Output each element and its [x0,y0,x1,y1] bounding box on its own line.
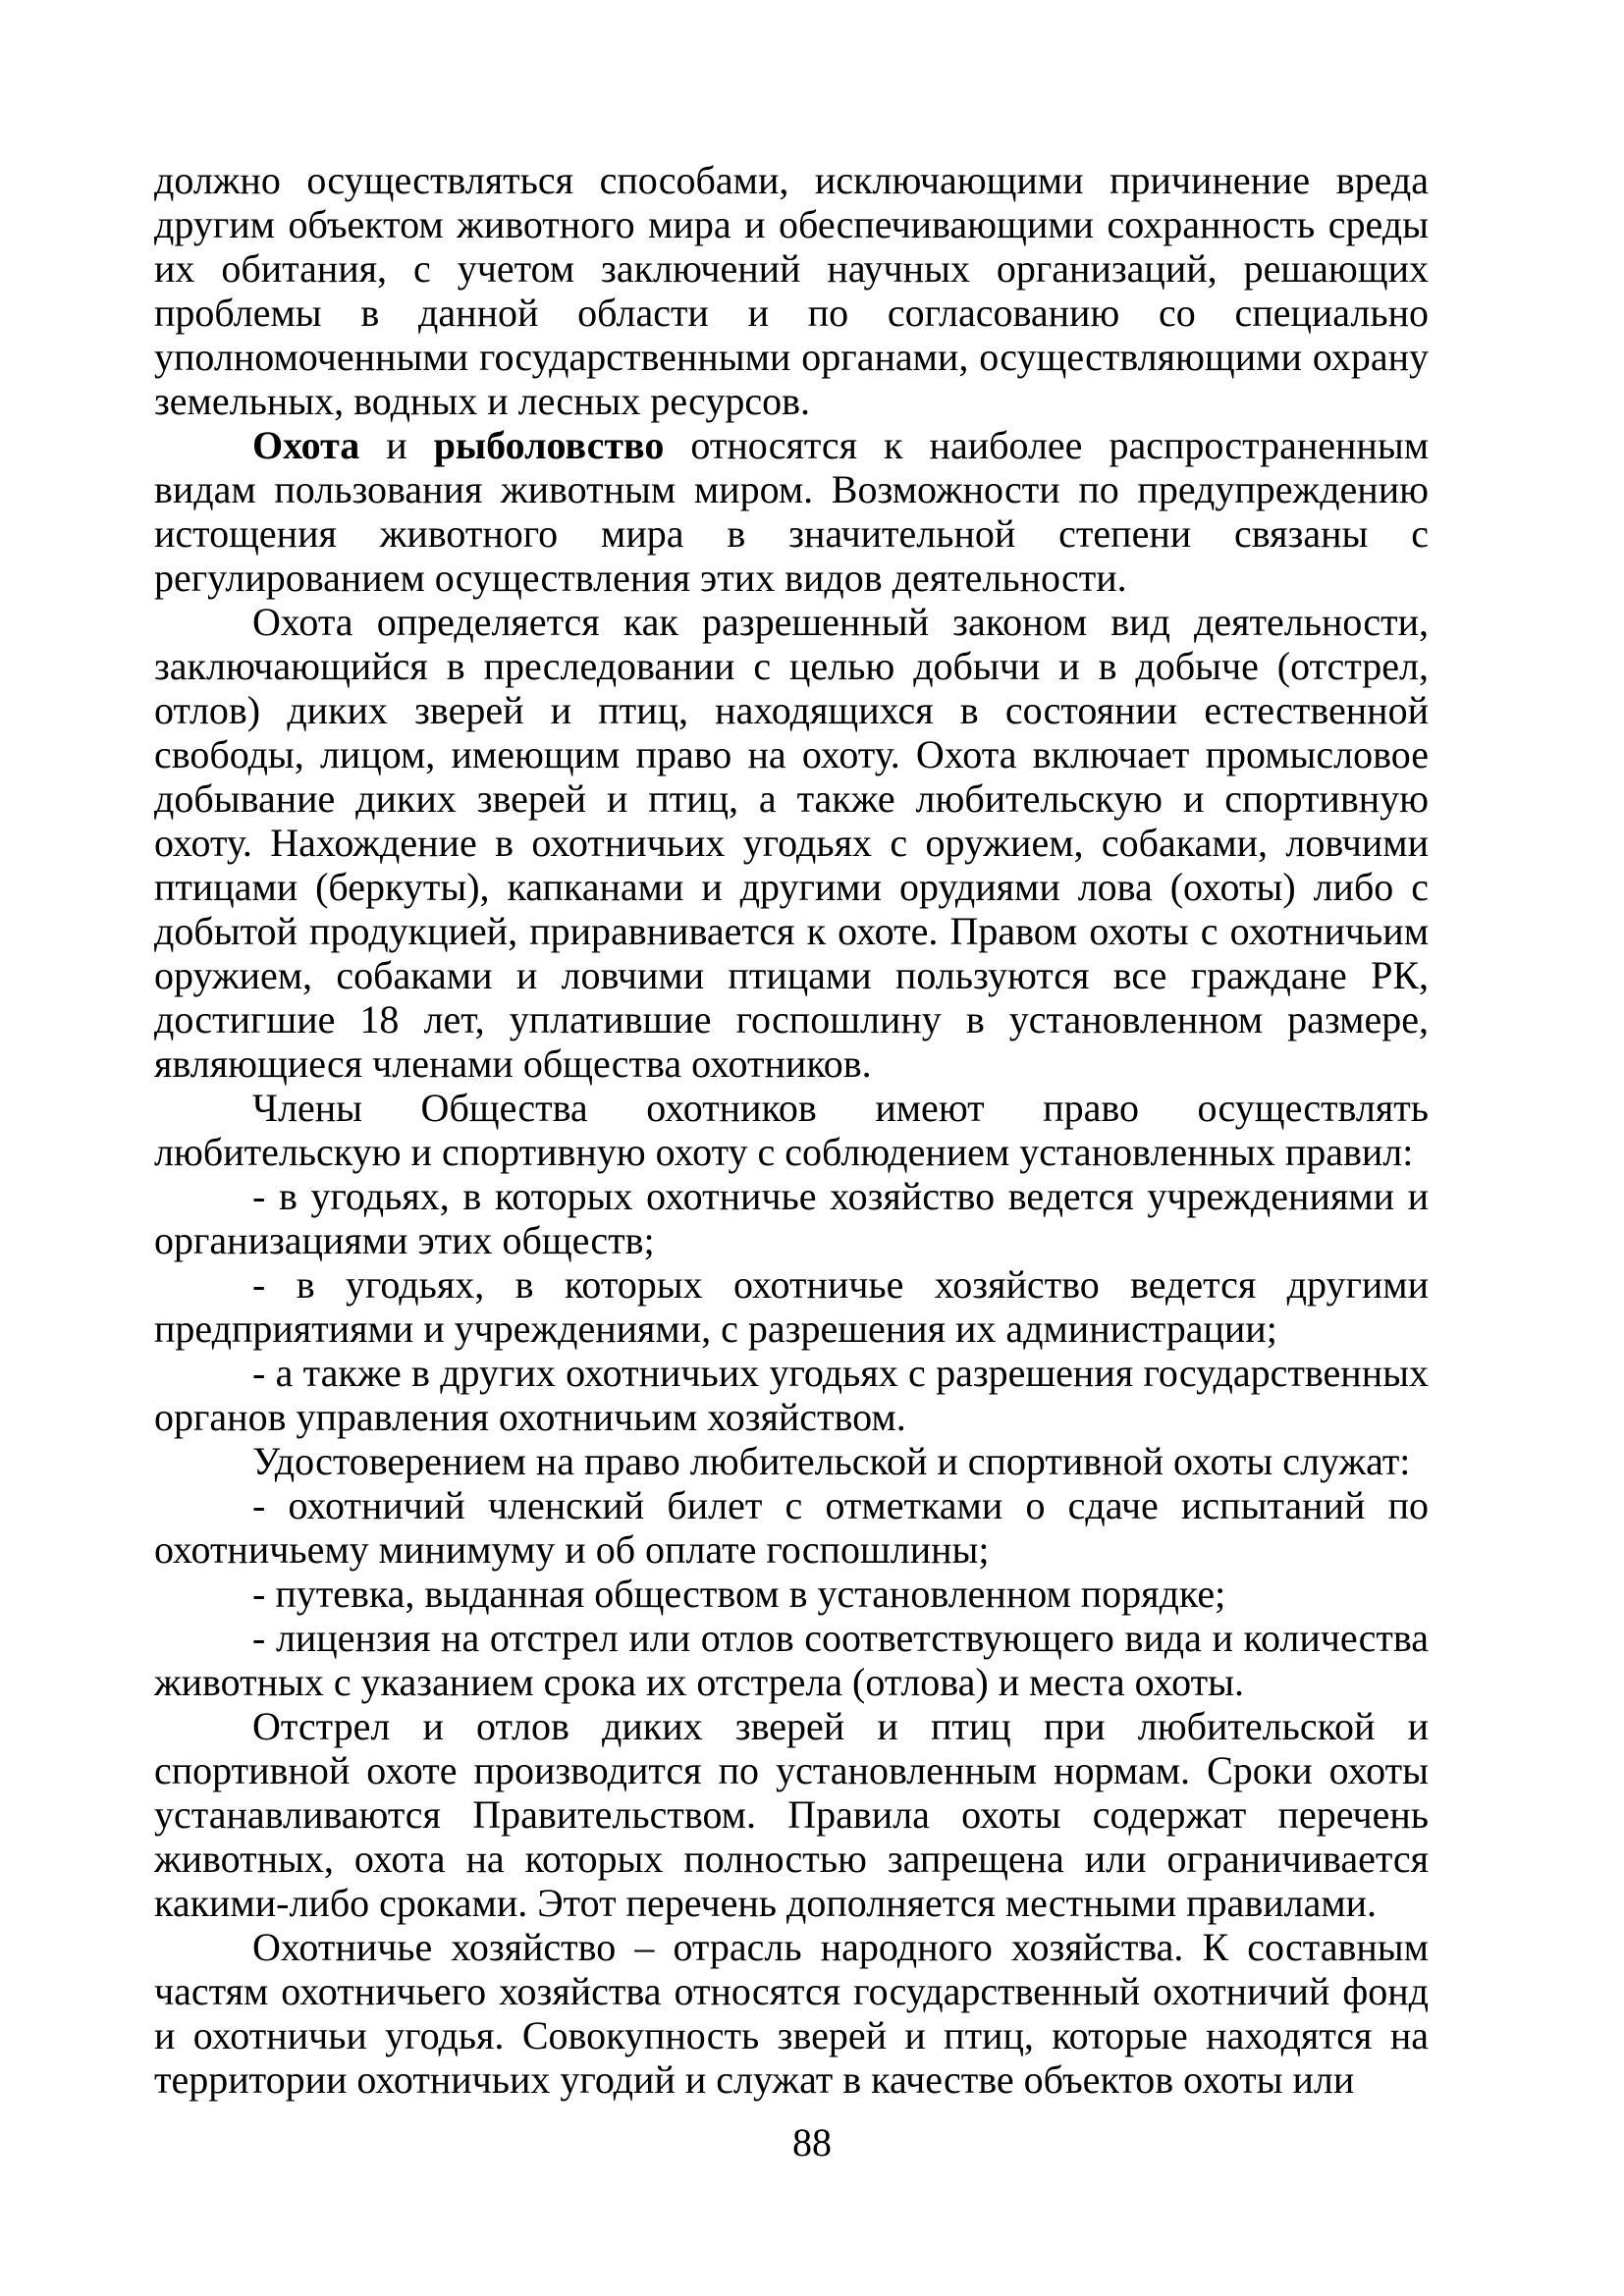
page-number: 88 [792,2120,832,2164]
paragraph [154,1174,1429,1262]
text-run: Члены Общества охотников имеют право осуществлять любительскую и спортивную охоту с соблюдением установленных правил: [154,1086,1429,1174]
text-run: Охота определяется как разрешенный законом вид деятельности, заключающийся в преследовании с целью добычи и в добыче (отстрел, отлов) диких зверей и птиц, находящихся в состоянии естественной свободы, лицом, имеющим право на охоту. Охота включает промысловое добывание диких зверей и птиц, а также любительскую и спортивную охоту. Нахождение в охотничьих угодьях с оружием, собаками, ловчими птицами (беркуты), капканами и другими орудиями лова (охоты) либо с добытой продукцией, приравнивается к охоте. Правом охоты с охотничьим оружием, собаками и ловчими птицами пользуются все граждане РК, достигшие 18 лет, уплатившие госпошлину в установленном размере, являющиеся членами общества охотников. [154,600,1429,1086]
text-run: должно осуществляться способами, исключающими причинение вреда другим объектом животного мира и обеспечивающими сохранность среды их обитания, с учетом заключений научных организаций, решающих проблемы в данной области и по согласованию со специально уполномоченными государственными органами, осуществляющими охрану земельных, водных и лесных ресурсов. [154,158,1429,423]
text-run: - путевка, выданная обществом в установленном порядке; [252,1572,1226,1616]
text-run: Охота [252,423,360,467]
paragraph [154,1086,1429,1174]
text-run: Охотничье хозяйство – отрасль народного хозяйства. К составным частям охотничьего хозяйства относятся государственный охотничий фонд и охотничьи угодья. Совокупность зверей и птиц, которые находятся на территории охотничьих угодий и служат в качестве объектов охоты или [154,1925,1429,2102]
paragraph [154,1616,1429,1704]
paragraph [154,1925,1429,2102]
text-run: Отстрел и отлов диких зверей и птиц при любительской и спортивной охоте производится по установленным нормам. Сроки охоты устанавливаются Правительством. Правила охоты содержат перечень животных, охота на которых полностью запрещена или ограничивается какими-либо сроками. Этот перечень дополняется местными правилами. [154,1704,1429,1925]
paragraph [154,423,1429,600]
text-run: относятся к наиболее распространенным видам пользования животным миром. Возможности по предупреждению истощения животного мира в значительной степени связаны с регулированием осуществления этих видов деятельности. [154,423,1429,600]
text-run: - в угодьях, в которых охотничье хозяйство ведется учреждениями и организациями этих обществ; [154,1174,1429,1262]
text-run: - а также в других охотничьих угодьях с разрешения государственных органов управления охотничьим хозяйством. [154,1351,1429,1439]
paragraph [154,158,1429,423]
text-run: - охотничий членский билет с отметками о сдаче испытаний по охотничьему минимуму и об оплате госпошлины; [154,1483,1429,1572]
paragraph [154,1262,1429,1351]
paragraph [154,1572,1429,1616]
paragraph [154,1483,1429,1572]
text-run: - лицензия на отстрел или отлов соответствующего вида и количества животных с указанием срока их отстрела (отлова) и места охоты. [154,1616,1429,1704]
paragraph [154,600,1429,1086]
text-run: рыболовство [433,423,665,467]
paragraph [154,1439,1429,1483]
document-body [154,158,1429,2102]
text-run: Удостоверением на право любительской и спортивной охоты служат: [252,1439,1411,1483]
text-run: и [359,423,434,467]
text-run: - в угодьях, в которых охотничье хозяйство ведется другими предприятиями и учреждениями, с разрешения их администрации; [154,1262,1429,1351]
paragraph [154,1351,1429,1439]
paragraph [154,1704,1429,1925]
